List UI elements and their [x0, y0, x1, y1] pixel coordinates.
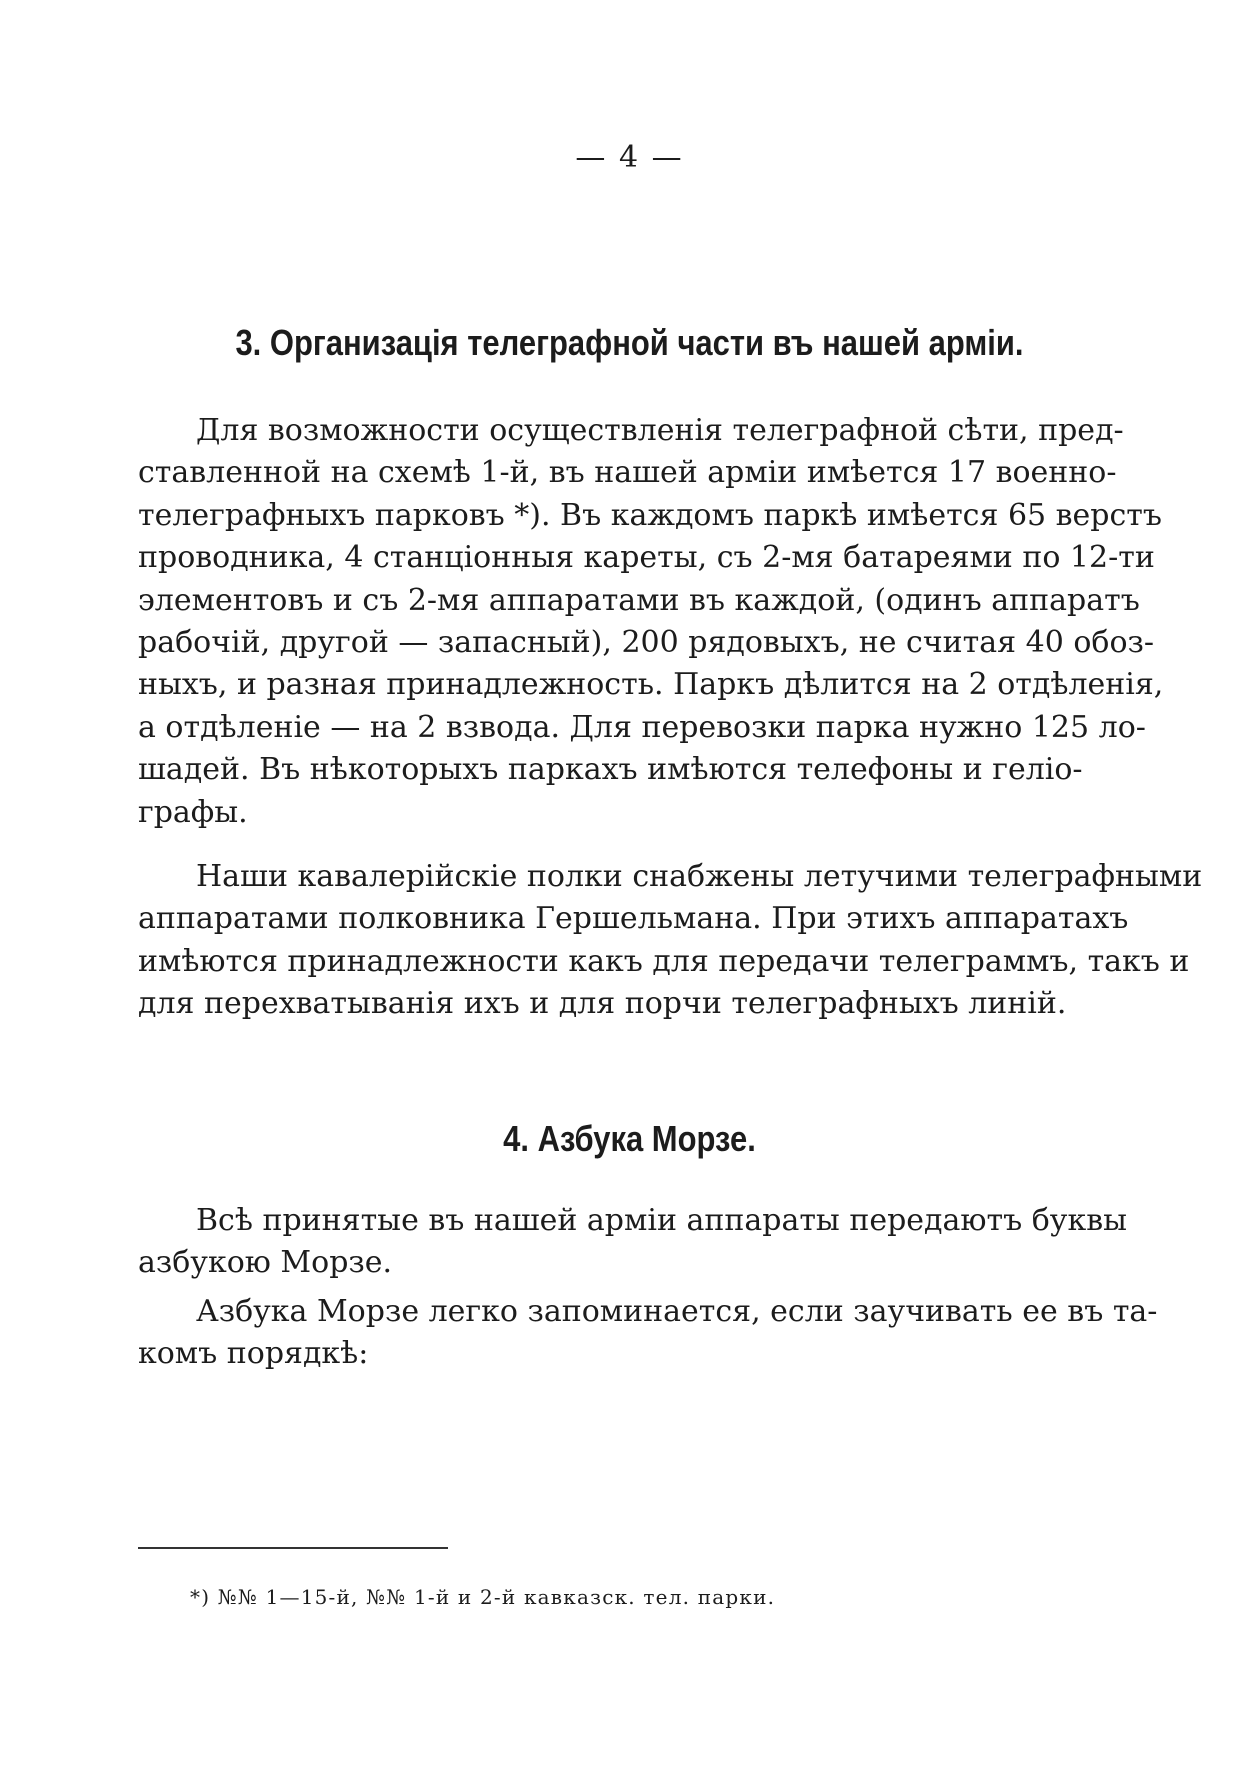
text-line: ныхъ, и разная принадлежность. Паркъ дѣлится на 2 отдѣленія,: [138, 667, 1164, 703]
text-line: проводника, 4 станціонныя кареты, съ 2-мя батареями по 12-ти: [138, 540, 1155, 576]
footnote: *) №№ 1—15-й, №№ 1-й и 2-й кавказск. тел. парки.: [190, 1585, 776, 1609]
text-line: Наши кавалерійскіе полки снабжены летучими телеграфными: [196, 859, 1203, 894]
text-line: комъ порядкѣ:: [138, 1336, 369, 1372]
text-line: Всѣ принятые въ нашей арміи аппараты передаютъ буквы: [196, 1203, 1127, 1238]
page-number: — 4 —: [575, 140, 684, 175]
text-line: ставленной на схемѣ 1-й, въ нашей арміи имѣется 17 военно-: [138, 455, 1117, 491]
paragraph-morse-memorize: [138, 1291, 1158, 1376]
text-line: рабочій, другой — запасный), 200 рядовыхъ, не считая 40 обоз-: [138, 625, 1155, 661]
text-line: шадей. Въ нѣкоторыхъ паркахъ имѣются телефоны и геліо-: [138, 752, 1083, 788]
text-line: Для возможности осуществленія телеграфной сѣти, пред-: [196, 413, 1124, 448]
paragraph-morse-devices: [138, 1200, 1127, 1285]
text-line: а отдѣленіе — на 2 взвода. Для перевозки парка нужно 125 ло-: [138, 709, 1146, 745]
text-line: аппаратами полковника Гершельмана. При этихъ аппаратахъ: [138, 901, 1129, 937]
text-line: азбукою Морзе.: [138, 1245, 393, 1281]
text-line: Азбука Морзе легко запоминается, если заучивать ее въ та-: [196, 1294, 1158, 1329]
text-line: имѣются принадлежности какъ для передачи телеграммъ, такъ и: [138, 943, 1190, 979]
text-line: графы.: [138, 794, 248, 830]
section-heading-4: 4. Азбука Морзе.: [503, 1118, 756, 1159]
text-line: телеграфныхъ парковъ *). Въ каждомъ паркѣ имѣется 65 верстъ: [138, 497, 1162, 533]
paragraph-telegraph-parks: [138, 410, 1164, 834]
text-line: для перехватыванія ихъ и для порчи телеграфныхъ линій.: [138, 986, 1067, 1022]
text-line: элементовъ и съ 2-мя аппаратами въ каждой, (одинъ аппаратъ: [138, 582, 1140, 618]
footnote-divider: [138, 1547, 448, 1549]
section-heading-3: 3. Организація телеграфной части въ нашей арміи.: [235, 322, 1024, 363]
paragraph-cavalry-apparatus: [138, 856, 1203, 1026]
